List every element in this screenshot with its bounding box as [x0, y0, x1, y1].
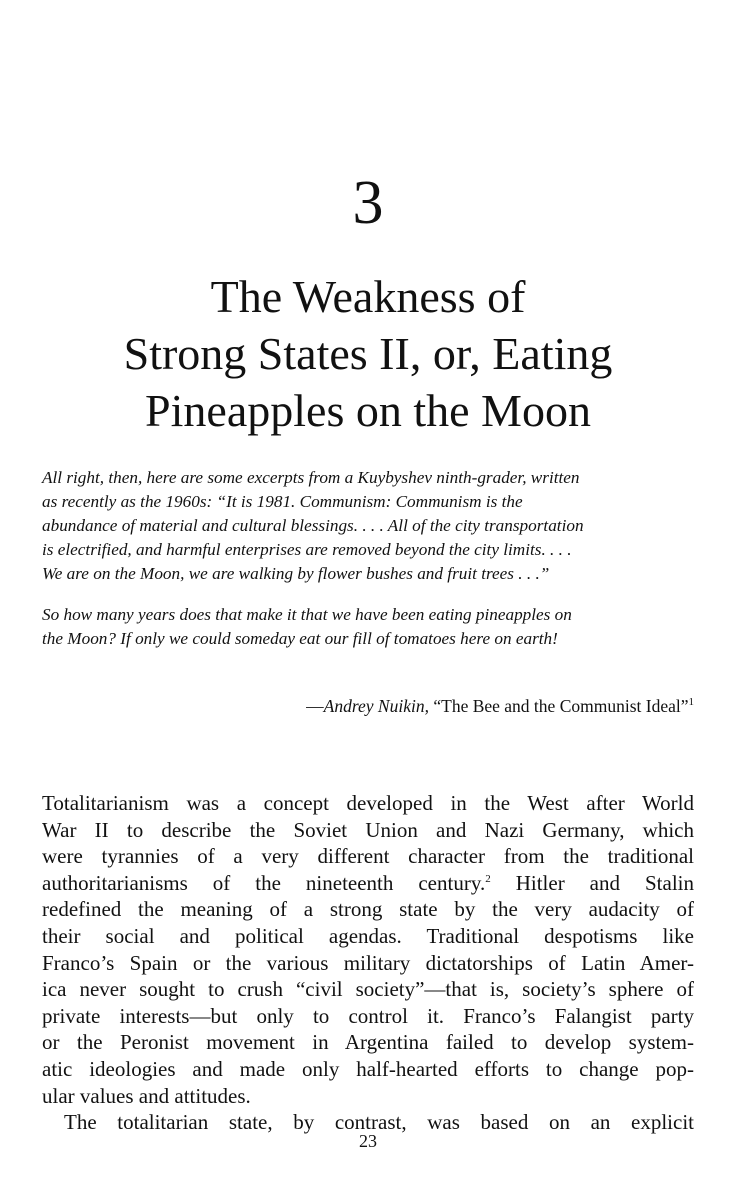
- chapter-title-line: Strong States II, or, Eating: [123, 328, 613, 379]
- attribution-dash: —: [306, 696, 324, 716]
- body-line: or the Peronist movement in Argentina failed to develop system-: [42, 1030, 694, 1055]
- body-line: redefined the meaning of a strong state by the very audacity of: [42, 897, 694, 922]
- body-line-with-note: [42, 870, 694, 897]
- epigraph-paragraph: [42, 603, 702, 651]
- epigraph-line: as recently as the 1960s: “It is 1981. Communism: Communism is the: [42, 492, 523, 511]
- epigraph-attribution: [306, 694, 694, 718]
- body-line: atic ideologies and made only half-hearted efforts to change pop-: [42, 1056, 694, 1081]
- body-line: War II to describe the Soviet Union and Nazi Germany, which: [42, 817, 694, 842]
- body-line: their social and political agendas. Traditional despotisms like: [42, 923, 694, 948]
- page-number: 23: [359, 1131, 377, 1151]
- body-line-text: Hitler and Stalin: [490, 870, 694, 895]
- epigraph-line: abundance of material and cultural blessings. . . . All of the city transportation: [42, 516, 584, 535]
- body-line-text: authoritarianisms of the nineteenth century.: [42, 870, 486, 895]
- epigraph-line: the Moon? If only we could someday eat our fill of tomatoes here on earth!: [42, 629, 558, 648]
- chapter-title: [60, 268, 676, 439]
- attribution-author: Andrey Nuikin,: [323, 696, 429, 716]
- chapter-title-line: Pineapples on the Moon: [145, 385, 591, 436]
- attribution-source: “The Bee and the Communist Ideal”: [428, 696, 689, 716]
- body-line: ular values and attitudes.: [42, 1083, 251, 1108]
- epigraph-paragraph: [42, 466, 702, 586]
- body-line: The totalitarian state, by contrast, was based on an explicit: [64, 1110, 694, 1135]
- epigraph-line: So how many years does that make it that we have been eating pineapples on: [42, 605, 572, 624]
- body-line: Franco’s Spain or the various military dictatorships of Latin Amer-: [42, 950, 694, 975]
- footnote-marker: 2: [485, 872, 491, 885]
- footnote-marker: 1: [688, 696, 694, 709]
- body-line: were tyrannies of a very different character from the traditional: [42, 844, 694, 869]
- body-line: private interests—but only to control it. Franco’s Falangist party: [42, 1003, 694, 1028]
- epigraph-line: We are on the Moon, we are walking by flower bushes and fruit trees . . .”: [42, 564, 550, 583]
- body-line: Totalitarianism was a concept developed in the West after World: [42, 791, 694, 815]
- epigraph-line: is electrified, and harmful enterprises are removed beyond the city limits. . . .: [42, 540, 572, 559]
- epigraph: [42, 466, 702, 651]
- chapter-number: 3: [352, 169, 384, 237]
- epigraph-line: All right, then, here are some excerpts from a Kuybyshev ninth-grader, written: [42, 468, 580, 487]
- chapter-title-line: The Weakness of: [210, 271, 526, 322]
- body-paragraph: [42, 790, 694, 1136]
- body-line: ica never sought to crush “civil society”—that is, society’s sphere of: [42, 977, 694, 1002]
